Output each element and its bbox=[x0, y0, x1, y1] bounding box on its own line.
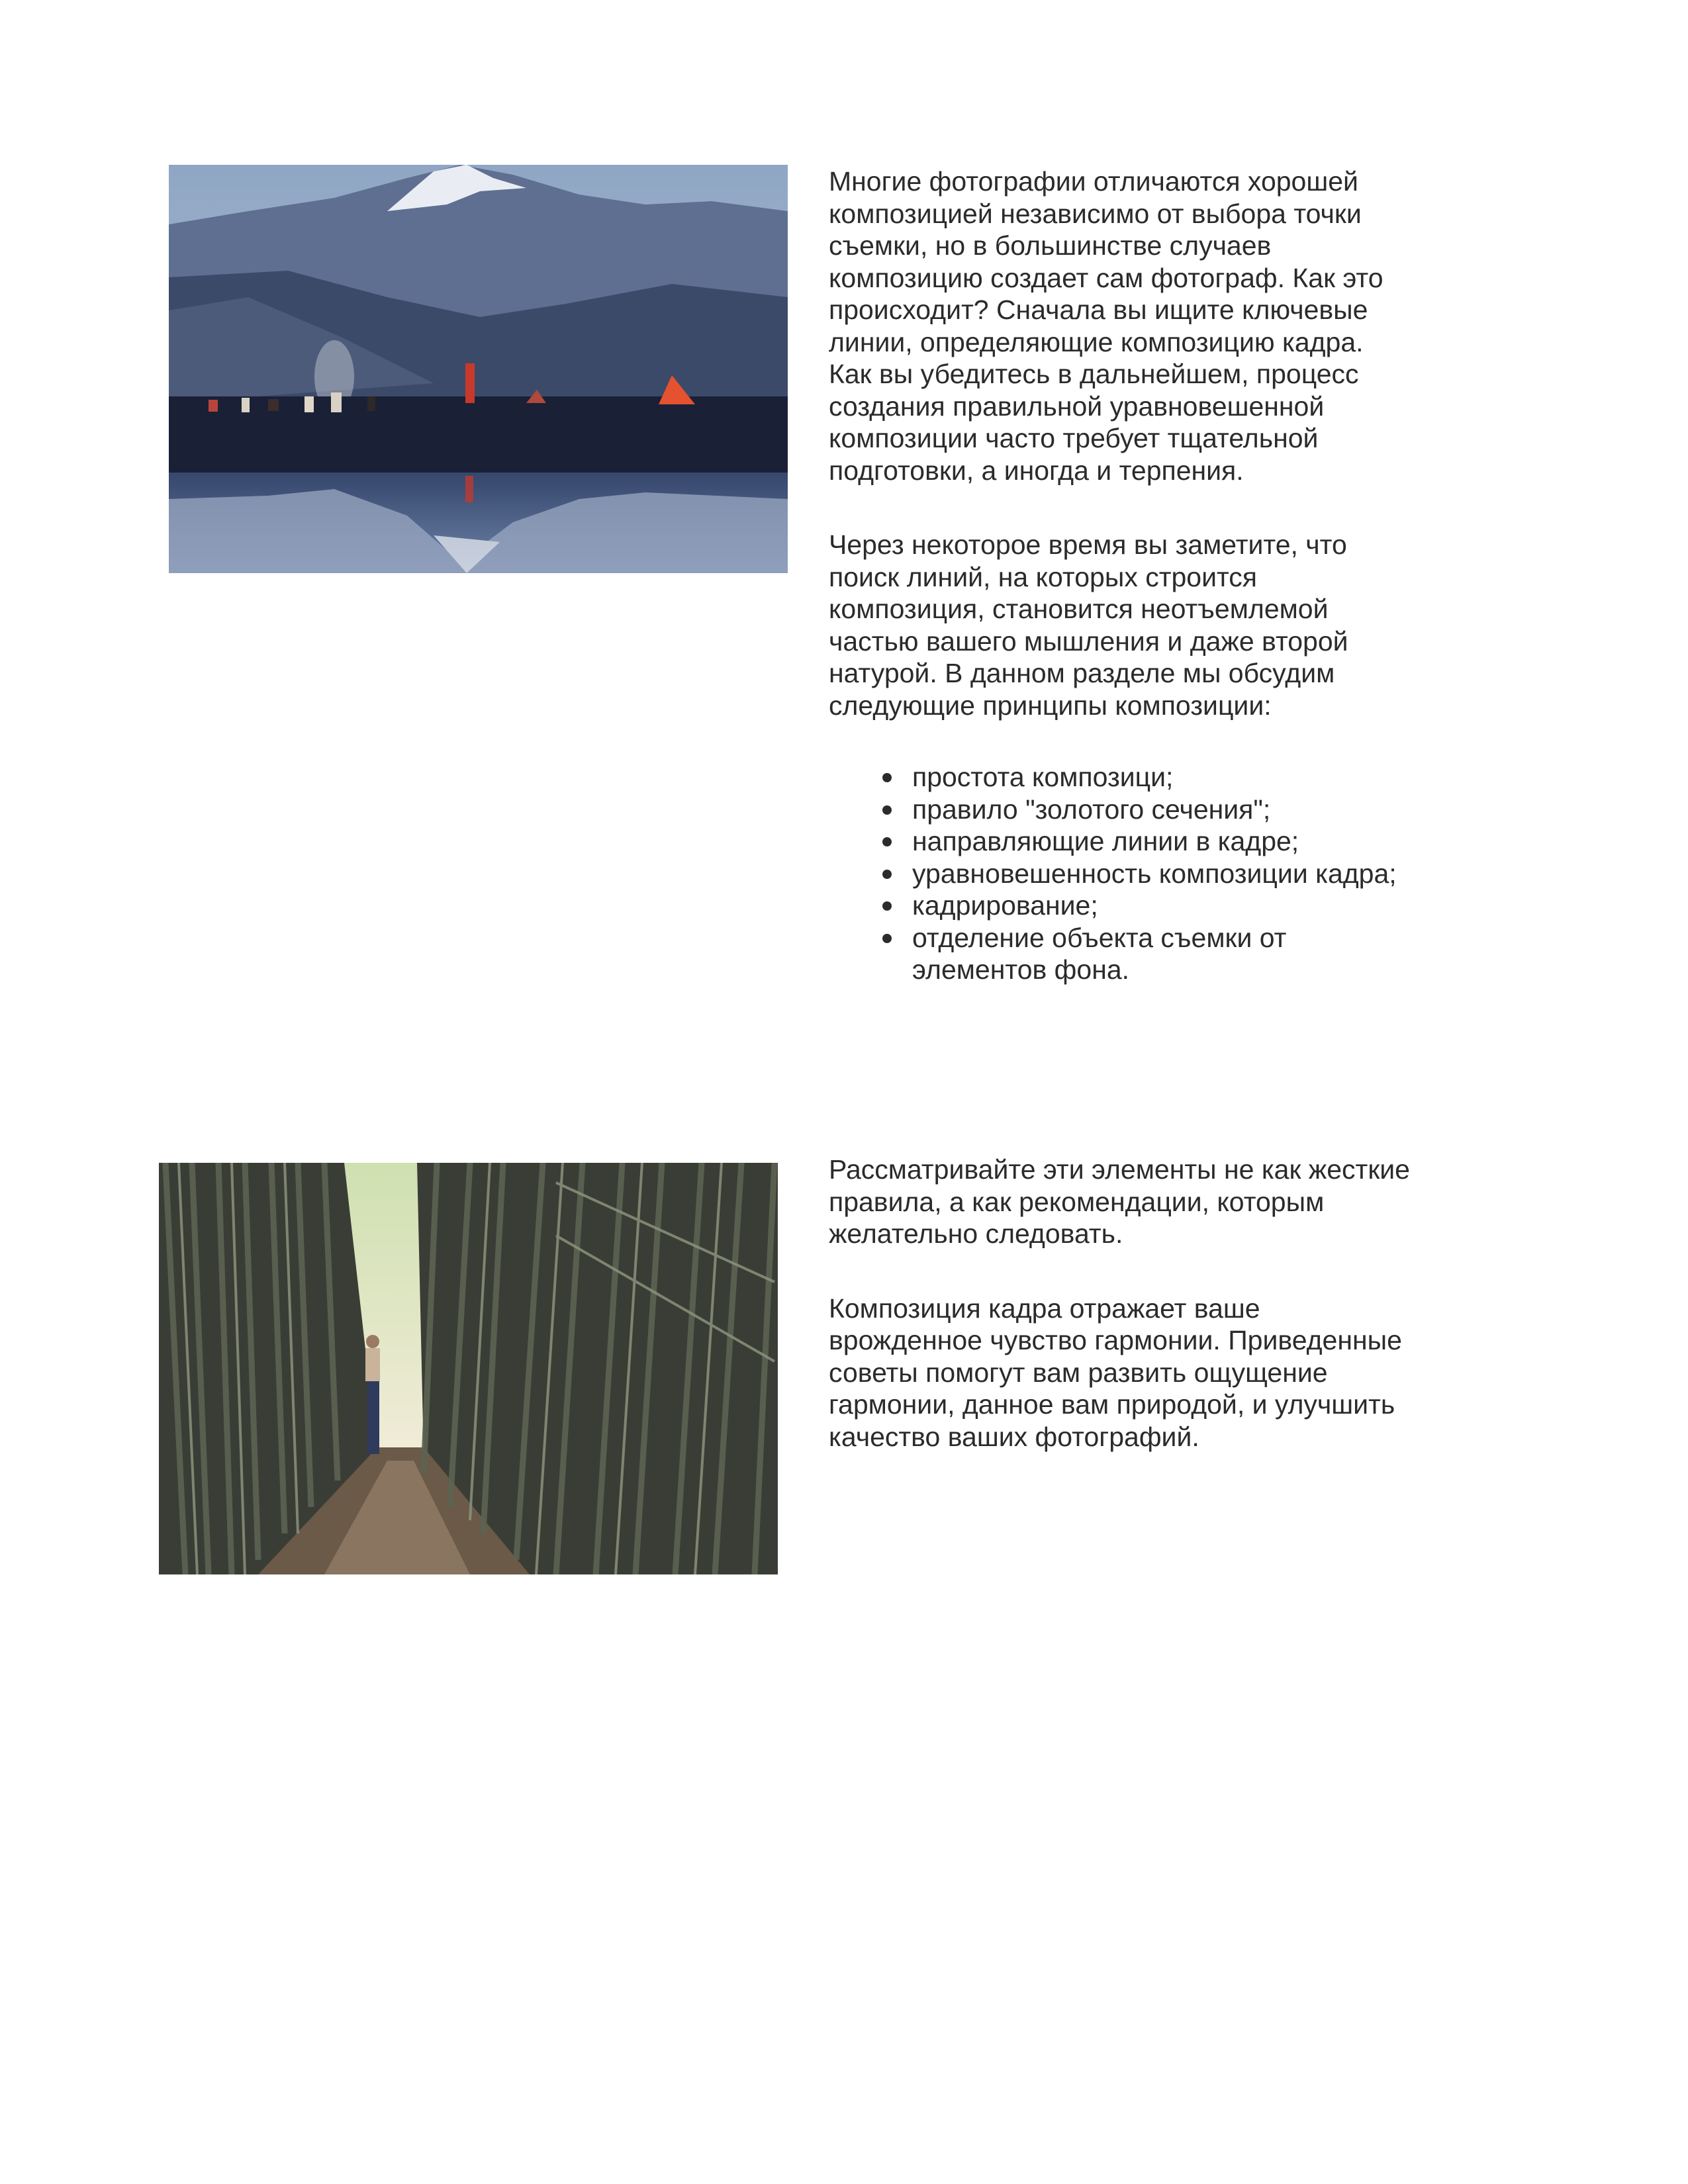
bullet-icon bbox=[882, 901, 892, 911]
list-item: отделение объекта съемки от элементов фона. bbox=[912, 922, 1411, 986]
principles-list bbox=[829, 761, 1411, 986]
bullet-icon bbox=[882, 805, 892, 815]
text-block-bottom bbox=[829, 1154, 1411, 1453]
list-item: кадрирование; bbox=[912, 889, 1411, 922]
paragraph-intro: Многие фотографии отличаются хорошей композицией независимо от выбора точки съемки, но в большинстве случаев композицию создает сам фотограф. Как это происходит? Сначала вы ищите ключевые линии, определяющие композицию кадра. Как вы убедитесь в дальнейшем, процесс создания правильной уравновешенной композиции часто требует тщательной подготовки, а иногда и терпения. bbox=[829, 166, 1383, 486]
list-item: правило "золотого сечения"; bbox=[912, 794, 1411, 826]
text-block-top bbox=[829, 165, 1411, 986]
bamboo-tunnel-photo bbox=[159, 1163, 778, 1574]
mountain-lake-image bbox=[169, 165, 788, 573]
bullet-icon bbox=[882, 870, 892, 879]
paragraph-recommendations: Рассматривайте эти элементы не как жесткие правила, а как рекомендации, которым желательно следовать. bbox=[829, 1154, 1410, 1249]
bullet-icon bbox=[882, 934, 892, 943]
list-item: направляющие линии в кадре; bbox=[912, 825, 1411, 858]
list-item: уравновешенность композиции кадра; bbox=[912, 858, 1411, 890]
paragraph-principles: Через некоторое время вы заметите, что поиск линий, на которых строится композиция, становится неотъемлемой частью вашего мышления и даже второй натурой. В данном разделе мы обсудим следующие принципы композиции: bbox=[829, 529, 1348, 721]
bullet-icon bbox=[882, 837, 892, 846]
bamboo-tunnel-image bbox=[159, 1163, 778, 1574]
paragraph-harmony: Композиция кадра отражает ваше врожденное чувство гармонии. Приведенные советы помогут вам развить ощущение гармонии, данное вам природой, и улучшить качество ваших фотографий. bbox=[829, 1293, 1402, 1452]
list-item: простота композици; bbox=[912, 761, 1411, 794]
bullet-icon bbox=[882, 773, 892, 782]
mountain-lake-photo bbox=[169, 165, 788, 573]
